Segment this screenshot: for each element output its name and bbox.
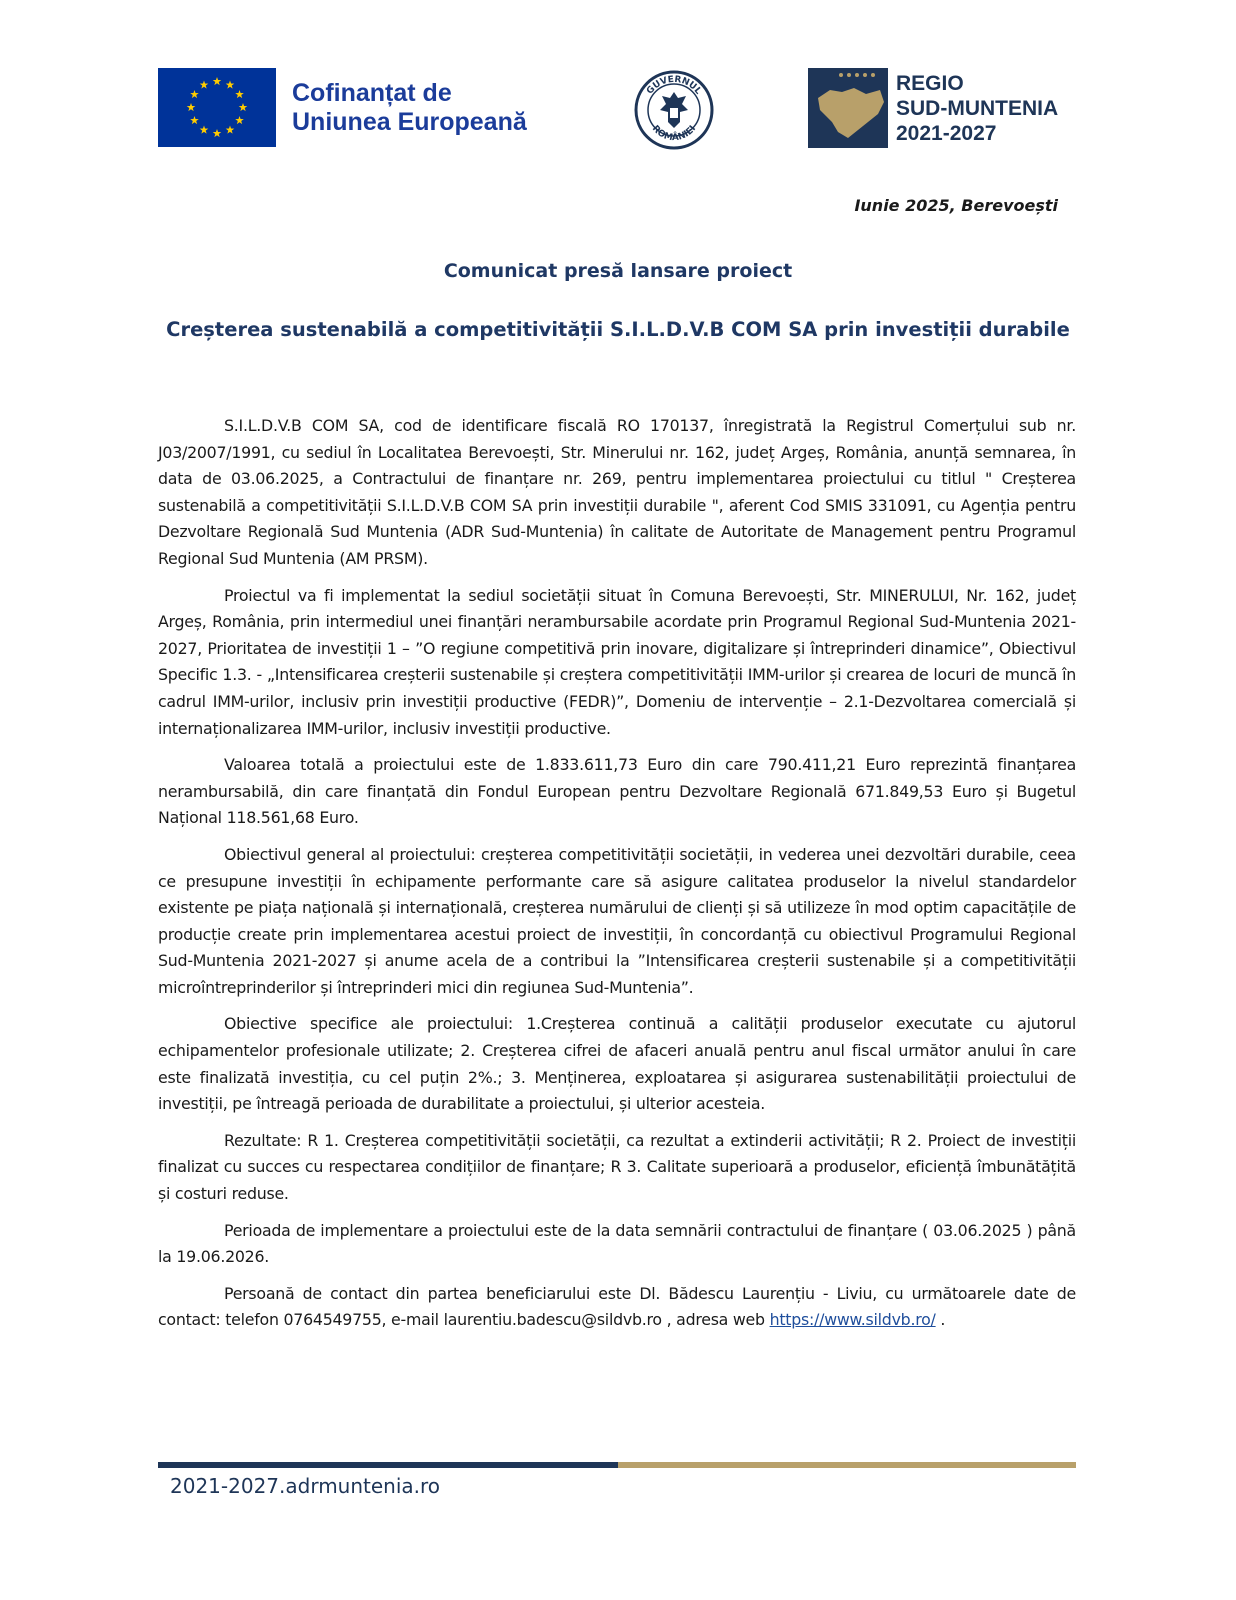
project-title: Creșterea sustenabilă a competitivității S.I.L.D.V.B COM SA prin investiții durabile	[166, 318, 1070, 341]
regio-sud-muntenia-logo	[808, 68, 1058, 148]
eu-star	[213, 77, 222, 85]
eu-cofinancing-text	[292, 79, 527, 137]
paragraph-value: Valoarea totală a proiectului este de 1.833.611,73 Euro din care 790.411,21 Euro reprezintă finanțarea nerambursabilă, din care finanțată din Fondul European pentru Dezvoltare Regională 671.849,53 Euro și Bugetul Național 118.561,68 Euro.	[158, 755, 1076, 828]
paragraph-general-objective: Obiectivul general al proiectului: creșterea competitivității societății, in vederea unei dezvoltări durabile, ceea ce presupune investiții în echipamente performante care să asigure calitatea produselor la nivelul standardelor existente pe piața națională și internațională, creșterea numărului de clienți și să utilizeze în mod optim capacitățile de producție create prin implementarea acestui proiect de investiții, în concordanță cu obiectivul Programului Regional Sud-Muntenia 2021-2027 și anume acela de a contribui la ”Intensificarea creșterii sustenabile și a competitivității microîntreprinderilor și întreprinderi mici din regiunea Sud-Muntenia”.	[158, 844, 1076, 997]
eu-star	[200, 126, 209, 134]
contact-text: Persoană de contact din partea beneficiarului este Dl. Bădescu Laurențiu - Liviu, cu următoarele date de contact: telefon 0764549755, e-mail laurentiu.badescu@sildvb.ro , adresa web	[158, 1283, 1076, 1330]
contact-end: .	[935, 1310, 946, 1330]
eu-star	[213, 129, 222, 137]
regio-line1: REGIO	[896, 72, 964, 95]
seal-text-bottom: ROMÂNIEI	[649, 123, 699, 144]
regio-line2: SUD-MUNTENIA	[896, 97, 1059, 120]
government-seal-logo	[634, 70, 714, 150]
eu-line2: Uniunea Europeană	[292, 107, 527, 136]
dateline: Iunie 2025, Berevoești	[854, 196, 1058, 215]
paragraph-implementation: Proiectul va fi implementat la sediul societății situat în Comuna Berevoești, Str. MINERULUI, Nr. 162, județ Argeș, România, prin intermediul unei finanțări nerambursabile acordate prin Programul Regional Sud-Muntenia 2021-2027, Prioritatea de investiții 1 – ”O regiune competitivă prin inovare, digitalizare și întreprinderi dinamice”, Obiectivul Specific 1.3. - „Intensificarea creșterii sustenabile și creștera competitivității IMM-urilor și crearea de locuri de muncă în cadrul IMM-urilor, inclusiv prin investiții productive (FEDR)”, Domeniu de intervenție – 2.1-Dezvoltarea comercială și internaționalizarea IMM-urilor, inclusiv investiții productive.	[158, 585, 1076, 738]
footer-url: 2021-2027.adrmuntenia.ro	[170, 1474, 441, 1498]
press-release-body	[158, 413, 1076, 1344]
press-release-heading: Comunicat presă lansare proiect	[443, 260, 793, 282]
eu-star	[190, 116, 199, 124]
eu-star	[235, 90, 244, 98]
eu-star	[187, 103, 196, 111]
eu-star	[226, 80, 235, 88]
paragraph-intro: S.I.L.D.V.B COM SA, cod de identificare fiscală RO 170137, înregistrată la Registrul Comerțului sub nr. J03/2007/1991, cu sediul în Localitatea Berevoești, Str. Minerului nr. 162, județ Argeș, România, anunță semnarea, în data de 03.06.2025, a Contractului de finanțare nr. 269, pentru implementarea proiectului cu titlul " Creșterea sustenabilă a competitivității S.I.L.D.V.B COM SA prin investiții durabile ", aferent Cod SMIS 331091, cu Agenția pentru Dezvoltare Regională Sud Muntenia (ADR Sud-Muntenia) în calitate de Autoritate de Management pentru Programul Regional Sud Muntenia (AM PRSM).	[158, 416, 1076, 568]
eu-star	[200, 80, 209, 88]
eu-star	[235, 116, 244, 124]
eu-star	[226, 126, 235, 134]
paragraph-period: Perioada de implementare a proiectului este de la data semnării contractului de finanțare ( 03.06.2025 ) până la 19.06.2026.	[158, 1220, 1076, 1267]
eu-flag-icon	[158, 68, 276, 147]
eu-line1: Cofinanțat de	[292, 78, 452, 107]
eu-cofinancing-logo	[158, 68, 527, 147]
paragraph-specific-objectives: Obiective specifice ale proiectului: 1.Creșterea continuă a calității produselor executate cu ajutorul echipamentelor profesionale utilizate; 2. Creșterea cifrei de afaceri anuală pentru anul fiscal următor anului în care este finalizată investiția, cu cel puțin 2%.; 3. Menținerea, exploatarea și asigurarea sustenabilității proiectului de investiții, pe întreagă perioada de durabilitate a proiectului, și ulterior acesteia.	[158, 1014, 1076, 1114]
regio-text	[896, 71, 1058, 146]
footer-divider	[158, 1462, 1076, 1468]
paragraph-results: Rezultate: R 1. Creșterea competitivității societății, ca rezultat a extinderii activității; R 2. Proiect de investiții finalizat cu succes cu respectarea condițiilor de finanțare; R 3. Calitate superioară a produselor, eficiență îmbunătățită și costuri reduse.	[158, 1130, 1076, 1204]
website-link[interactable]: https://www.sildvb.ro/	[769, 1310, 936, 1330]
eu-star	[239, 103, 248, 111]
paragraph-contact	[158, 1281, 1076, 1334]
seal-text-top: GUVERNUL	[645, 74, 703, 97]
regio-map-icon	[808, 68, 888, 148]
regio-line3: 2021-2027	[896, 122, 997, 145]
eu-star	[190, 90, 199, 98]
